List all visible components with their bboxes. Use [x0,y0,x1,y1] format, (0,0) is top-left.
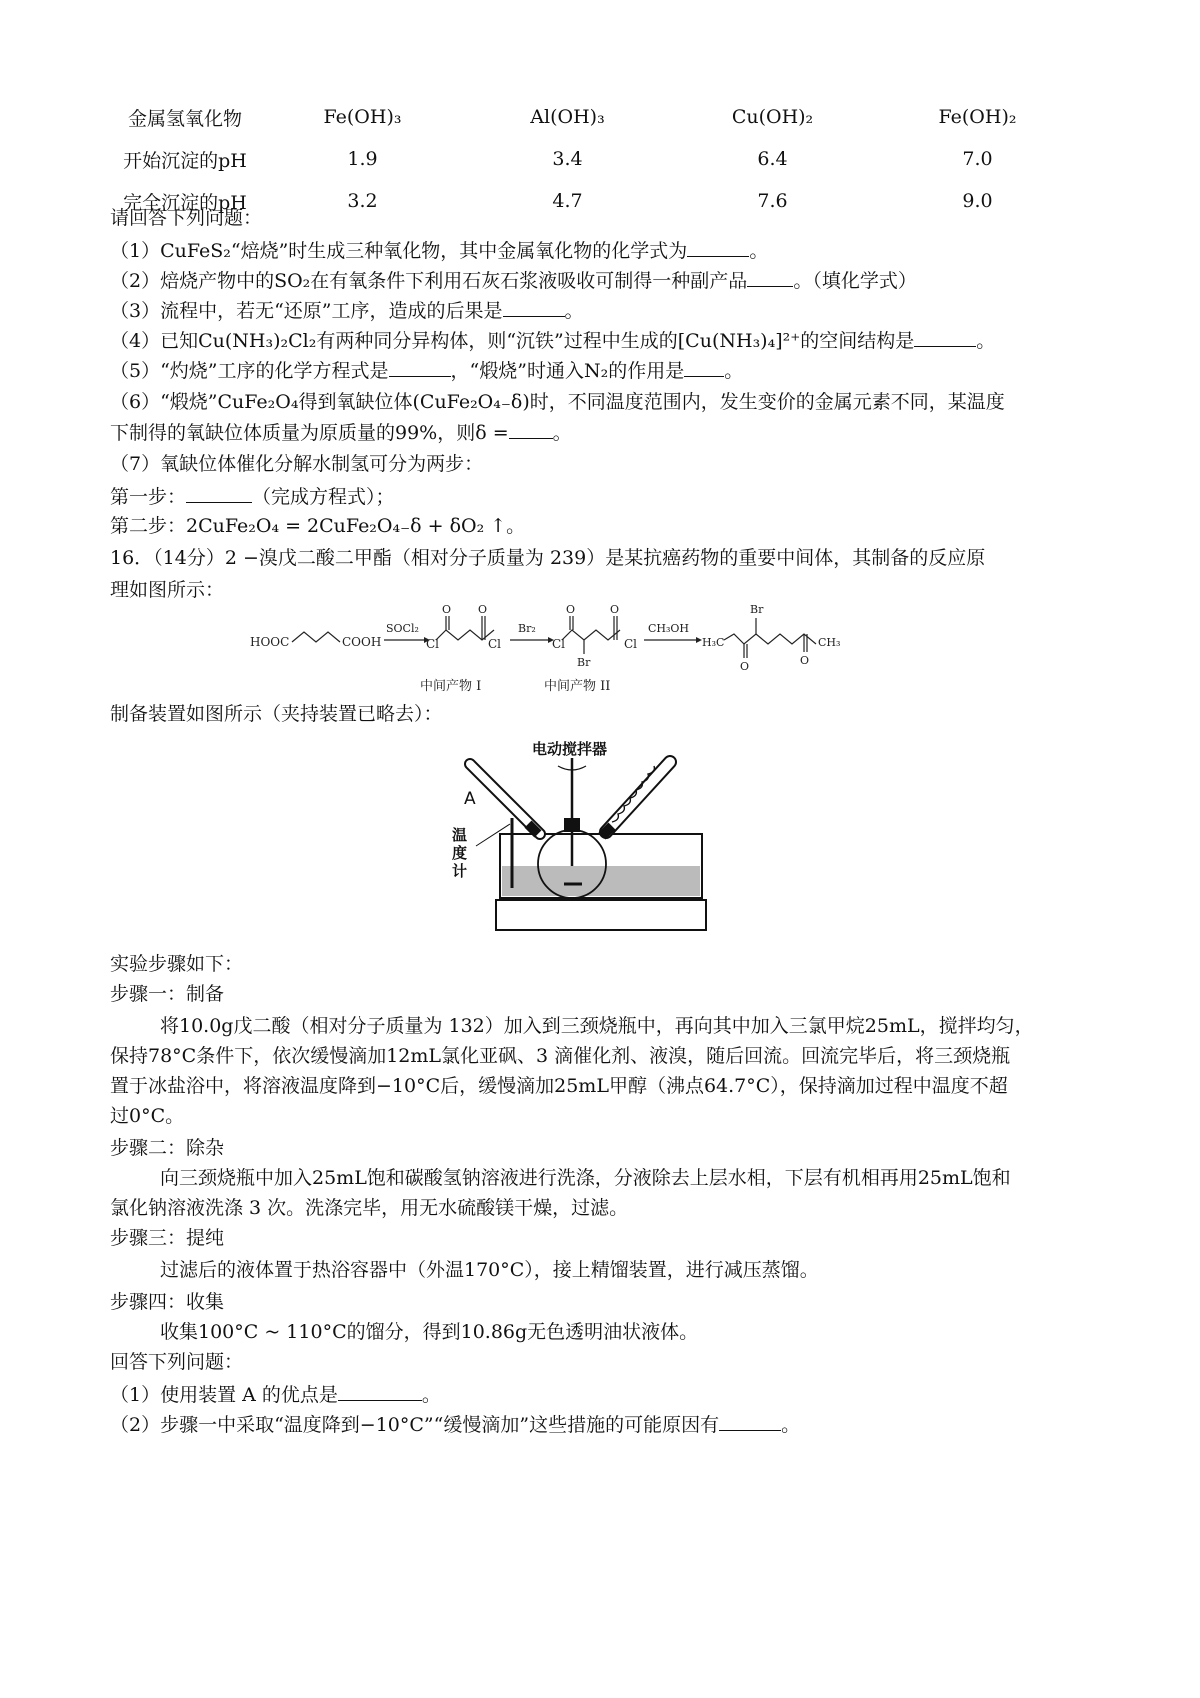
q15-step-1-label: 第一步： [110,486,187,508]
step-1-text-4: 过0°C。 [110,1105,185,1127]
q15-sub-6-text: 下制得的氧缺位体质量为原质量的99%，则δ = [110,422,509,444]
answer-blank[interactable] [509,420,553,439]
step-2-text-2: 氯化钠溶液洗涤 3 次。洗涤完毕，用无水硫酸镁干燥，过滤。 [110,1197,629,1219]
scheme-reagent-3: CH₃OH [648,622,690,635]
q15-sub-2 [110,268,917,293]
scheme-reagent-1: SOCl₂ [386,622,419,635]
table-cell: 3.2 [347,190,378,212]
stirrer-label: 电动搅拌器 [532,740,608,758]
scheme-chain [724,634,816,644]
scheme-cl-label: Cl [488,637,502,651]
q15-sub-2-text: （2）焙烧产物中的SO₂在有氧条件下利用石灰石浆液吸收可制得一种副产品 [110,270,748,292]
q15-sub-5-end: 。 [724,360,744,382]
scheme-hooc-label: HOOC [250,635,290,649]
q16-sub-2 [110,1412,800,1437]
scheme-o-label: O [610,603,620,616]
answer-blank[interactable] [684,358,724,377]
step-1-text-1: 将10.0g戊二酸（相对分子质量为 132）加入到三颈烧瓶中，再向其中加入三氯甲烷25mL，搅拌均匀， [160,1015,1034,1037]
scheme-chain [562,630,620,640]
scheme-o-label: O [740,660,750,673]
q15-sub-1 [110,238,768,263]
table-header-row [110,96,1080,138]
q16-intro-line2: 理如图所示： [110,579,225,601]
condenser-inner [606,762,670,832]
step-3-text-1: 过滤后的液体置于热浴容器中（外温170°C），接上精馏装置，进行减压蒸馏。 [160,1259,819,1281]
scheme-o-label: O [566,603,576,616]
scheme-br-label: Br [750,603,764,616]
q15-sub-6-end: 。 [552,422,572,444]
table-cell: 4.7 [552,190,583,212]
scheme-o-label: O [442,603,452,616]
scheme-cl-label: Cl [426,637,440,651]
answer-blank[interactable] [338,1382,422,1401]
answer-blank[interactable] [747,268,793,287]
table-cell: 6.4 [757,148,788,170]
scheme-cl-label: Cl [552,637,566,651]
q15-sub-3-end: 。 [564,300,584,322]
q15-sub-3-text: （3）流程中，若无“还原”工序，造成的后果是 [110,300,503,322]
table-header-cell: Fe(OH)₃ [323,106,402,128]
table-header-cell: Al(OH)₃ [530,106,605,128]
q15-sub-6-line2 [110,420,572,445]
answer-blank[interactable] [186,484,252,503]
thermometer-label-1: 温 [452,826,468,844]
scheme-o-label: O [800,654,810,667]
table-header-cell: 金属氢氧化物 [127,107,242,130]
reaction-scheme [248,600,868,698]
q16-sub-1-text: （1）使用装置 A 的优点是 [110,1384,338,1406]
q15-sub-3 [110,298,584,323]
scheme-ch3-label: CH₃ [818,636,841,649]
q15-sub-5 [110,358,743,383]
q15-step-1-end: （完成方程式）； [252,486,395,508]
q15-step-2: 第二步：2CuFe₂O₄ = 2CuFe₂O₄₋δ + δO₂ ↑。 [110,515,526,537]
q15-sub-4-text: （4）已知Cu(NH₃)₂Cl₂有两种同分异构体，则“沉铁”过程中生成的[Cu(NH₃)₄]²⁺的空间结构是 [110,330,915,352]
q15-sub-4 [110,328,995,353]
answer-blank[interactable] [914,328,976,347]
apparatus-diagram [440,734,760,934]
answer-blank[interactable] [389,358,451,377]
table-row [110,138,1080,180]
answer-blank[interactable] [687,238,749,257]
scheme-cooh-label: COOH [342,635,382,649]
q15-sub-5-text: （5）“灼烧”工序的化学方程式是 [110,360,389,382]
q15-sub-6-line1: （6）“煅烧”CuFe₂O₄得到氧缺位体(CuFe₂O₄₋δ)时，不同温度范围内，发生变价的金属元素不同，某温度 [110,391,1005,413]
steps-title: 实验步骤如下： [110,953,244,975]
table-header-cell: Cu(OH)₂ [731,106,814,128]
q16-answer-prompt: 回答下列问题： [110,1351,244,1373]
step-1-text-3: 置于冰盐浴中，将溶液温度降到−10°C后，缓慢滴加25mL甲醇（沸点64.7°C），保持滴加过程中温度不超 [110,1075,1008,1097]
q15-prompt: 请回答下列问题： [110,207,263,229]
step-3-title: 步骤三：提纯 [110,1227,225,1249]
step-4-title: 步骤四：收集 [110,1291,225,1313]
q16-sub-2-text: （2）步骤一中采取“温度降到−10°C”“缓慢滴加”这些措施的可能原因有 [110,1414,720,1436]
q15-sub-7: （7）氧缺位体催化分解水制氢可分为两步： [110,453,484,475]
heating-stirrer-base [496,900,706,930]
q15-sub-1-end: 。 [749,240,769,262]
scheme-chain [292,632,340,642]
scheme-reagent-2: Br₂ [518,622,536,635]
q16-sub-1 [110,1382,441,1407]
q16-sub-2-end: 。 [781,1414,801,1436]
step-4-text-1: 收集100°C ~ 110°C的馏分，得到10.86g无色透明油状液体。 [160,1321,699,1343]
scheme-cl-label: Cl [624,637,638,651]
hydroxide-ph-table [110,96,1080,222]
table-cell: 7.0 [962,148,993,170]
table-cell: 开始沉淀的pH [123,149,247,172]
scheme-o-label: O [478,603,488,616]
step-1-title: 步骤一：制备 [110,983,225,1005]
q15-step-1 [110,484,395,509]
q16-sub-1-end: 。 [421,1384,441,1406]
flask-stopper [564,818,580,832]
table-cell: 完全沉淀的pH [123,191,247,214]
table-cell: 9.0 [962,190,993,212]
q15-sub-1-text: （1）CuFeS₂“焙烧”时生成三种氧化物，其中金属氧化物的化学式为 [110,240,688,262]
scheme-intermediate-1-label: 中间产物 I [420,679,482,694]
answer-blank[interactable] [503,298,565,317]
table-header-cell: Fe(OH)₂ [938,106,1017,128]
apparatus-caption: 制备装置如图所示（夹持装置已略去）： [110,703,443,725]
step-1-text-2: 保持78°C条件下，依次缓慢滴加12mL氯化亚砜、3 滴催化剂、液溴，随后回流。回流完毕后，将三颈烧瓶 [110,1045,1011,1067]
q15-sub-5-text-b: ，“煅烧”时通入N₂的作用是 [450,360,685,382]
q15-sub-2-end: 。（填化学式） [793,270,917,292]
table-cell: 3.4 [552,148,583,170]
thermometer-label-3: 计 [452,862,468,880]
q15-sub-4-end: 。 [976,330,996,352]
label-a: A [464,789,476,809]
table-cell: 7.6 [757,190,788,212]
scheme-h3c-label: H₃C [702,636,725,649]
answer-blank[interactable] [719,1412,781,1431]
thermometer-label-2: 度 [452,844,468,862]
table-cell: 1.9 [347,148,378,170]
step-2-title: 步骤二：除杂 [110,1137,225,1159]
step-2-text-1: 向三颈烧瓶中加入25mL饱和碳酸氢钠溶液进行洗涤，分液除去上层水相，下层有机相再用25mL饱和 [160,1167,1011,1189]
scheme-br-label: Br [577,656,591,669]
q16-intro-line1: 16．（14分）2 −溴戊二酸二甲酯（相对分子质量为 239）是某抗癌药物的重要中间体，其制备的反应原 [110,547,986,569]
scheme-intermediate-2-label: 中间产物 II [544,679,611,694]
